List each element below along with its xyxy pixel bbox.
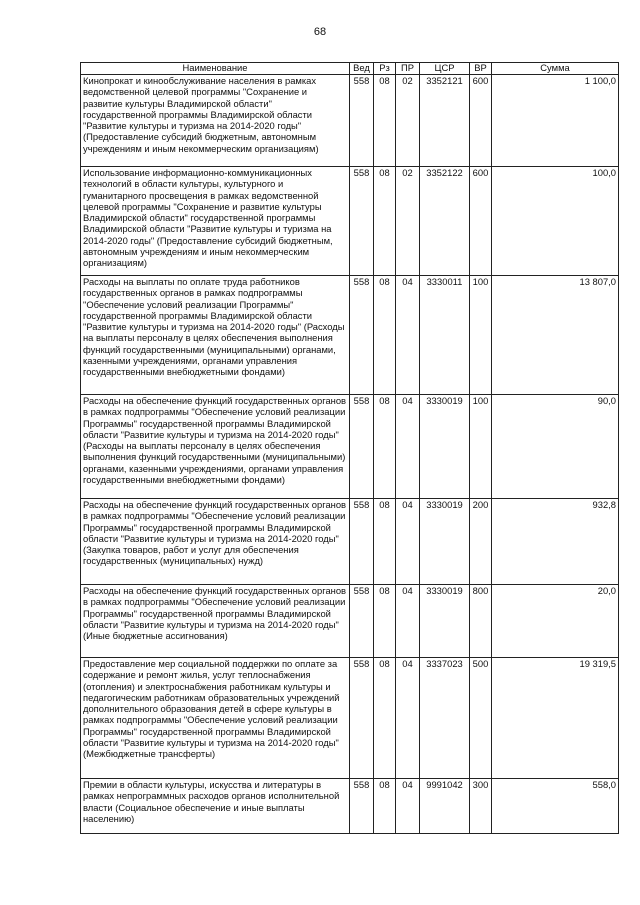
row-rz: 08 bbox=[374, 167, 396, 276]
table-row bbox=[81, 395, 619, 499]
row-pr: 04 bbox=[396, 658, 420, 779]
row-sum: 558,0 bbox=[492, 779, 619, 834]
row-sum: 20,0 bbox=[492, 585, 619, 658]
budget-table bbox=[80, 62, 619, 834]
table-row bbox=[81, 499, 619, 585]
row-ved: 558 bbox=[350, 499, 374, 585]
row-ved: 558 bbox=[350, 75, 374, 167]
table-row bbox=[81, 75, 619, 167]
row-name: Расходы на выплаты по оплате труда работников государственных органов в рамках подпрограммы "Обеспечение условий реализации Программы" государственной программы Владимирской области "Развитие культуры и туризма на 2014-2020 годы" (Расходы на выплаты персоналу в целях обеспечения выполнения функций государственными (муниципальными) органами, казенными учреждениями, органами управления государственными внебюджетными фондами) bbox=[81, 276, 350, 395]
row-name: Расходы на обеспечение функций государственных органов в рамках подпрограммы "Обеспечение условий реализации Программы" государственной программы Владимирской области "Развитие культуры и туризма на 2014-2020 годы" (Иные бюджетные ассигнования) bbox=[81, 585, 350, 658]
table-row bbox=[81, 167, 619, 276]
row-name: Премии в области культуры, искусства и литературы в рамках непрограммных расходов органов исполнительной власти (Социальное обеспечение и иные выплаты населению) bbox=[81, 779, 350, 834]
row-rz: 08 bbox=[374, 585, 396, 658]
row-pr: 02 bbox=[396, 75, 420, 167]
page-number: 68 bbox=[313, 26, 327, 38]
row-rz: 08 bbox=[374, 779, 396, 834]
row-csr: 3352121 bbox=[420, 75, 470, 167]
row-rz: 08 bbox=[374, 658, 396, 779]
row-sum: 90,0 bbox=[492, 395, 619, 499]
row-vr: 300 bbox=[470, 779, 492, 834]
row-pr: 04 bbox=[396, 499, 420, 585]
row-vr: 200 bbox=[470, 499, 492, 585]
row-csr: 3330011 bbox=[420, 276, 470, 395]
row-sum: 13 807,0 bbox=[492, 276, 619, 395]
row-pr: 04 bbox=[396, 276, 420, 395]
row-sum: 1 100,0 bbox=[492, 75, 619, 167]
table-row bbox=[81, 585, 619, 658]
row-sum: 19 319,5 bbox=[492, 658, 619, 779]
row-ved: 558 bbox=[350, 167, 374, 276]
row-vr: 800 bbox=[470, 585, 492, 658]
header-pr: ПР bbox=[396, 63, 420, 75]
row-ved: 558 bbox=[350, 779, 374, 834]
row-csr: 9991042 bbox=[420, 779, 470, 834]
row-vr: 600 bbox=[470, 75, 492, 167]
row-name: Предоставление мер социальной поддержки по оплате за содержание и ремонт жилья, услуг теплоснабжения (отопления) и электроснабжения работникам культуры и педагогическим работникам образовательных учреждений дополнительного образования детей в сфере культуры в рамках подпрограммы "Обеспечение условий реализации Программы" государственной программы Владимирской области "Развитие культуры и туризма на 2014-2020 годы" (Межбюджетные трансферты) bbox=[81, 658, 350, 779]
row-csr: 3330019 bbox=[420, 395, 470, 499]
row-csr: 3330019 bbox=[420, 499, 470, 585]
row-vr: 100 bbox=[470, 395, 492, 499]
row-sum: 100,0 bbox=[492, 167, 619, 276]
table-header-row bbox=[81, 63, 619, 75]
table-row bbox=[81, 779, 619, 834]
row-vr: 500 bbox=[470, 658, 492, 779]
row-rz: 08 bbox=[374, 499, 396, 585]
header-name: Наименование bbox=[81, 63, 350, 75]
header-vr: ВР bbox=[470, 63, 492, 75]
row-name: Кинопрокат и кинообслуживание населения в рамках ведомственной целевой программы "Сохранение и развитие культуры Владимирской области" государственной программы Владимирской области "Развитие культуры и туризма на 2014-2020 годы" (Предоставление субсидий бюджетным, автономным учреждениям и иным некоммерческим организациям) bbox=[81, 75, 350, 167]
table-row bbox=[81, 658, 619, 779]
row-rz: 08 bbox=[374, 395, 396, 499]
header-sum: Сумма bbox=[492, 63, 619, 75]
header-csr: ЦСР bbox=[420, 63, 470, 75]
row-rz: 08 bbox=[374, 276, 396, 395]
row-pr: 04 bbox=[396, 779, 420, 834]
row-vr: 600 bbox=[470, 167, 492, 276]
row-pr: 02 bbox=[396, 167, 420, 276]
row-name: Расходы на обеспечение функций государственных органов в рамках подпрограммы "Обеспечение условий реализации Программы" государственной программы Владимирской области "Развитие культуры и туризма на 2014-2020 годы" (Закупка товаров, работ и услуг для обеспечения государственных (муниципальных) нужд) bbox=[81, 499, 350, 585]
row-ved: 558 bbox=[350, 658, 374, 779]
row-csr: 3337023 bbox=[420, 658, 470, 779]
row-pr: 04 bbox=[396, 585, 420, 658]
row-name: Использование информационно-коммуникационных технологий в области культуры, культурного и гуманитарного просвещения в рамках ведомственной целевой программы "Сохранение и развитие культуры Владимирской области" государственной программы Владимирской области "Развитие культуры и туризма на 2014-2020 годы" (Предоставление субсидий бюджетным, автономным учреждениям и иным некоммерческим организациям) bbox=[81, 167, 350, 276]
row-sum: 932,8 bbox=[492, 499, 619, 585]
header-ved: Вед bbox=[350, 63, 374, 75]
row-vr: 100 bbox=[470, 276, 492, 395]
row-ved: 558 bbox=[350, 276, 374, 395]
row-name: Расходы на обеспечение функций государственных органов в рамках подпрограммы "Обеспечение условий реализации Программы" государственной программы Владимирской области "Развитие культуры и туризма на 2014-2020 годы" (Расходы на выплаты персоналу в целях обеспечения выполнения функций государственными (муниципальными) органами, казенными учреждениями, органами управления государственными внебюджетными фондами) bbox=[81, 395, 350, 499]
row-csr: 3330019 bbox=[420, 585, 470, 658]
row-rz: 08 bbox=[374, 75, 396, 167]
row-ved: 558 bbox=[350, 585, 374, 658]
row-pr: 04 bbox=[396, 395, 420, 499]
row-ved: 558 bbox=[350, 395, 374, 499]
table-row bbox=[81, 276, 619, 395]
header-rz: Рз bbox=[374, 63, 396, 75]
row-csr: 3352122 bbox=[420, 167, 470, 276]
